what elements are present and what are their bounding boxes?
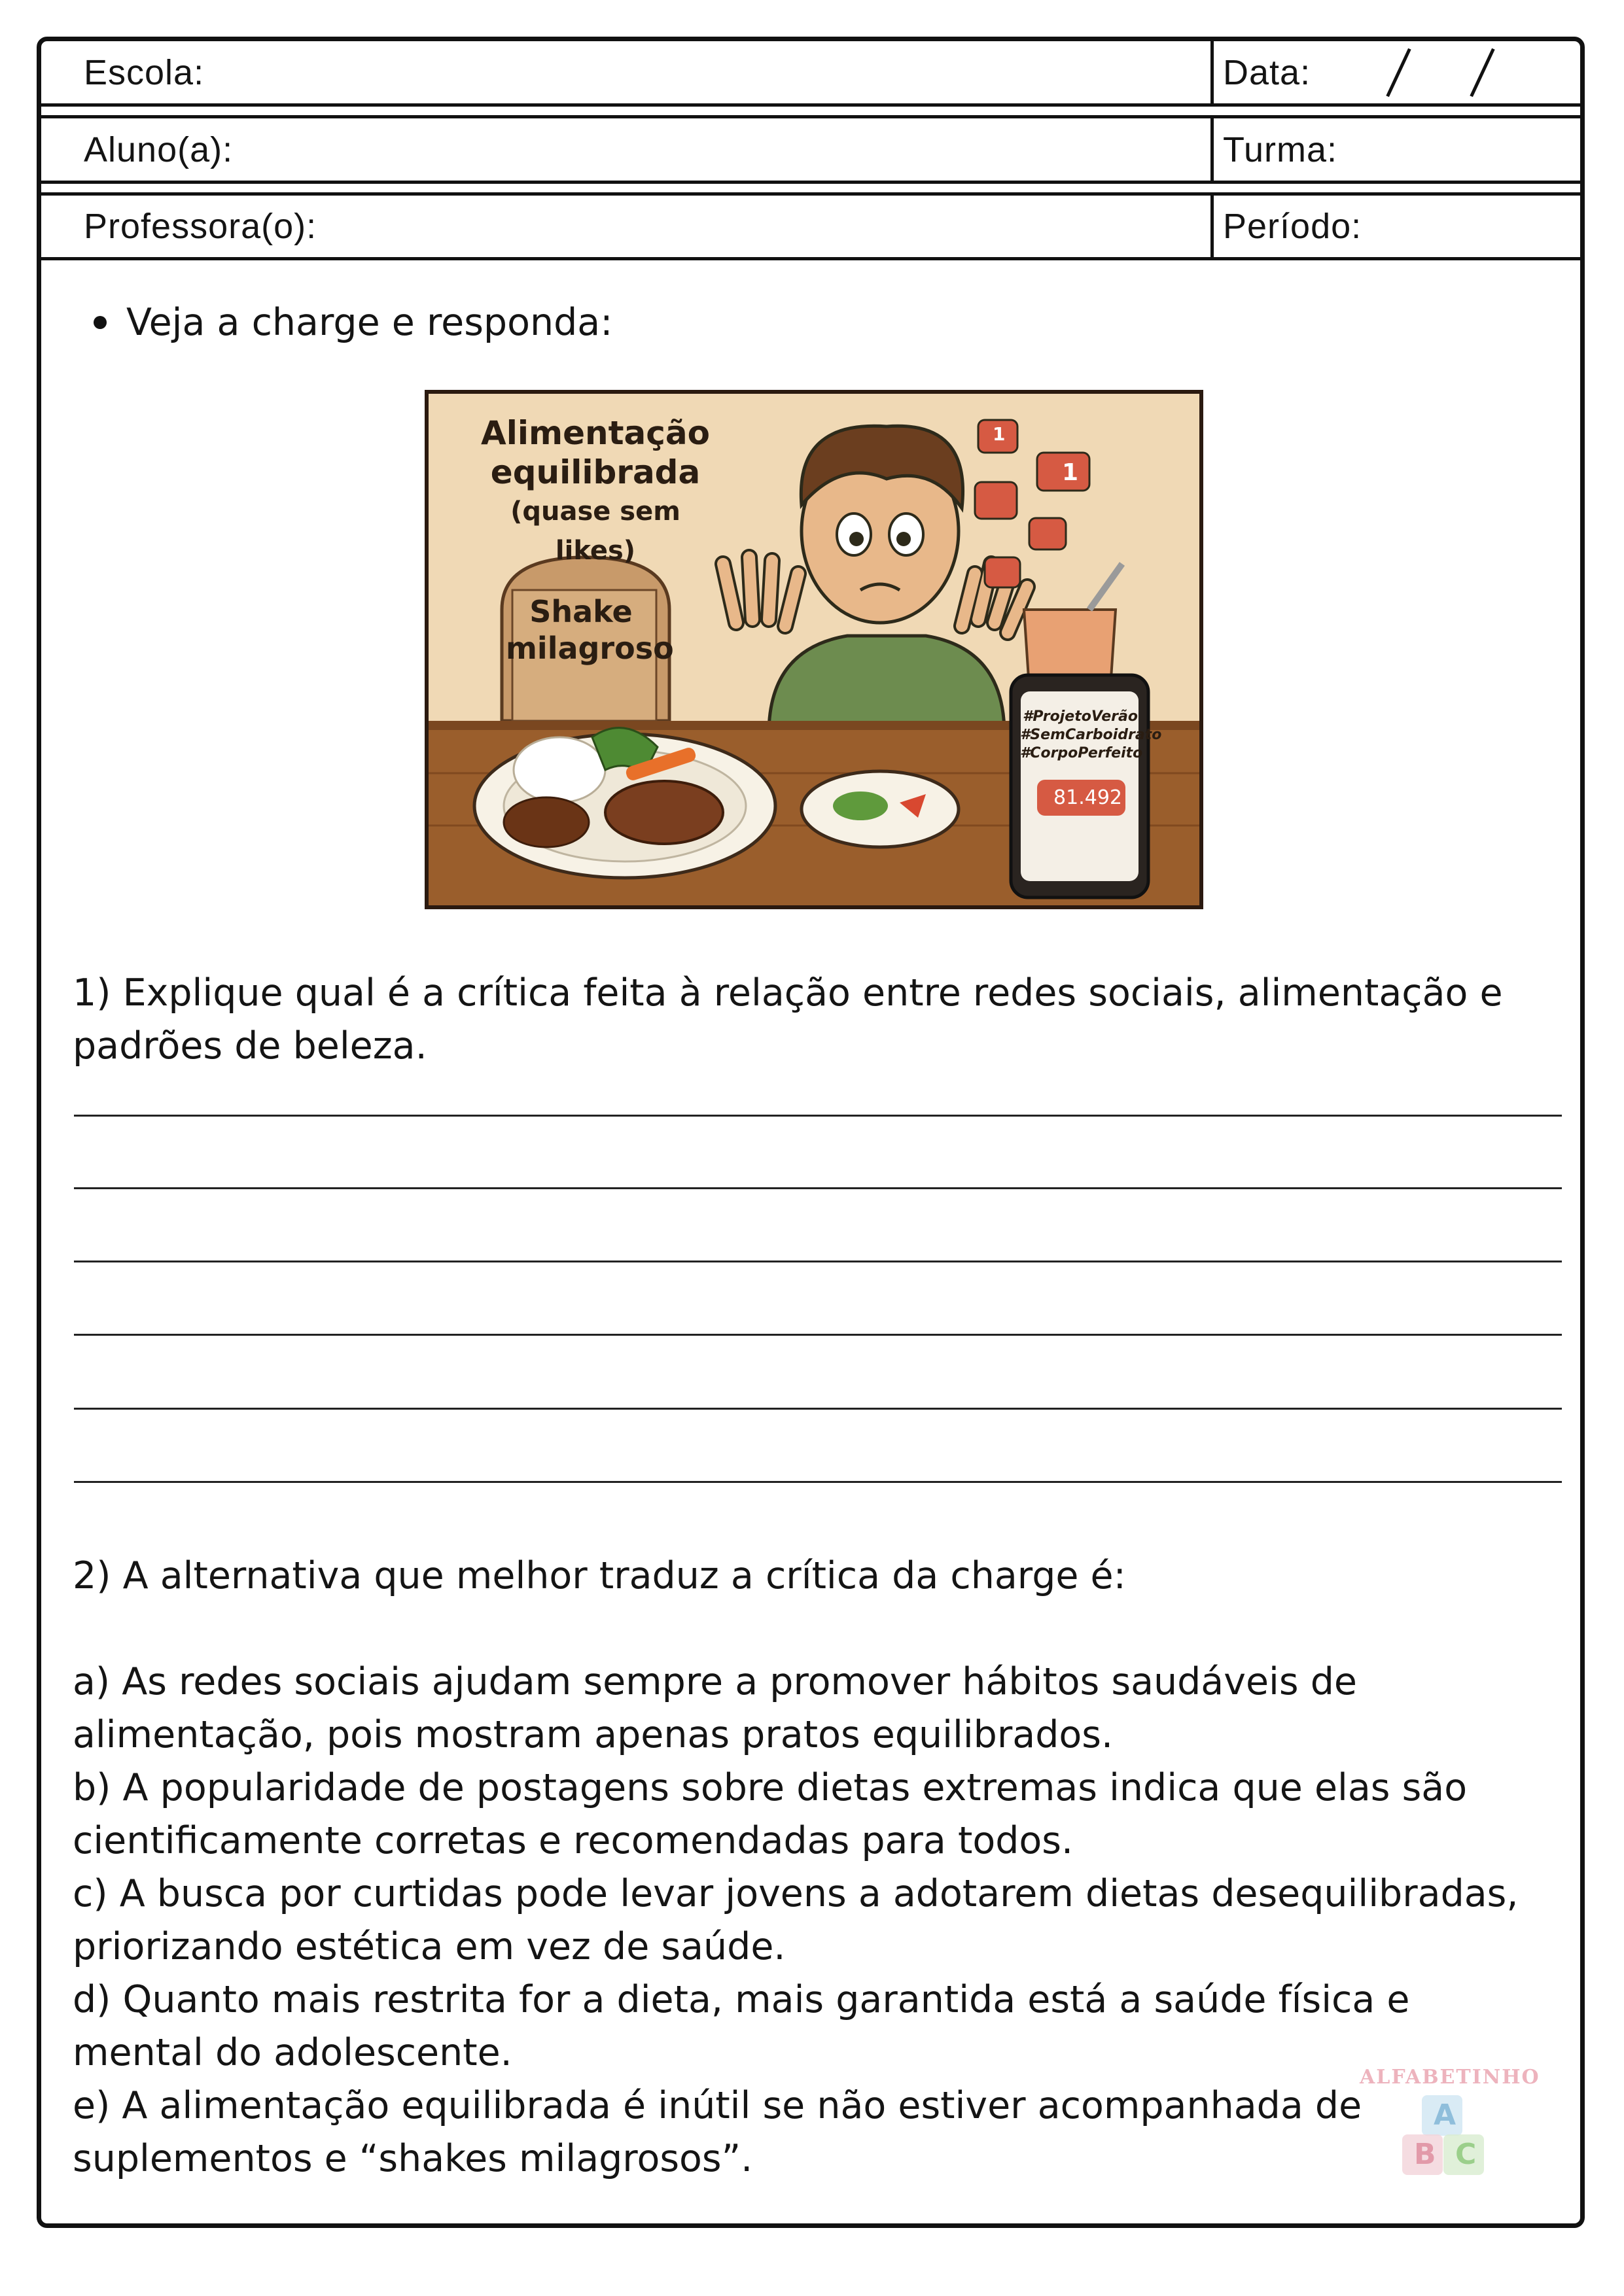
cartoon-title-line3: (quase sem likes) bbox=[510, 496, 680, 566]
header-divider bbox=[41, 103, 1580, 107]
header-divider bbox=[41, 181, 1580, 184]
phone-hashtag: #SemCarboidrato bbox=[1020, 727, 1162, 743]
header-column-divider bbox=[1210, 41, 1214, 103]
logo-brand-text: ALFABETINHO bbox=[1360, 2066, 1540, 2089]
alfabetinho-logo bbox=[1347, 2059, 1540, 2190]
answer-line[interactable] bbox=[74, 1115, 1562, 1117]
answer-line[interactable] bbox=[74, 1481, 1562, 1483]
option-c[interactable]: c) A busca por curtidas pode levar jovens a adotarem dietas desequilibradas, priorizando estética em vez de saúde. bbox=[73, 1872, 1519, 1968]
question-2-text: 2) A alternativa que melhor traduz a crítica da charge é: bbox=[73, 1554, 1126, 1597]
date-label: Data: bbox=[1223, 52, 1311, 92]
period-label: Período: bbox=[1223, 207, 1362, 246]
option-b[interactable]: b) A popularidade de postagens sobre dietas extremas indica que elas são cientificamente corretas e recomendadas para todos. bbox=[73, 1766, 1468, 1862]
notification-count: 1 bbox=[1062, 459, 1079, 486]
option-a[interactable]: a) As redes sociais ajudam sempre a promover hábitos saudáveis de alimentação, pois mostram apenas pratos equilibrados. bbox=[73, 1660, 1357, 1756]
logo-block-letter: A bbox=[1434, 2098, 1456, 2132]
date-separator-2 bbox=[1470, 48, 1494, 97]
class-label: Turma: bbox=[1223, 130, 1338, 169]
phone-hashtag: #CorpoPerfeito bbox=[1020, 745, 1143, 761]
header-column-divider bbox=[1210, 118, 1214, 181]
header-row-school bbox=[41, 41, 1580, 103]
answer-line[interactable] bbox=[74, 1187, 1562, 1189]
answer-line[interactable] bbox=[74, 1261, 1562, 1262]
student-label: Aluno(a): bbox=[84, 130, 234, 169]
worksheet-frame bbox=[37, 37, 1585, 2228]
answer-line[interactable] bbox=[74, 1334, 1562, 1336]
option-e[interactable]: e) A alimentação equilibrada é inútil se não estiver acompanhada de suplementos e “shakes milagrosos”. bbox=[73, 2084, 1362, 2180]
header-column-divider bbox=[1210, 196, 1214, 257]
phone-hashtag: #ProjetoVerão bbox=[1023, 708, 1138, 725]
bullet-icon bbox=[94, 316, 107, 329]
header-divider bbox=[41, 257, 1580, 260]
shake-label-line2: milagroso bbox=[506, 631, 674, 666]
answer-line[interactable] bbox=[74, 1408, 1562, 1410]
cartoon-image bbox=[425, 390, 1203, 909]
header-row-teacher bbox=[41, 196, 1580, 257]
option-d[interactable]: d) Quanto mais restrita for a dieta, mais garantida está a saúde física e mental do adolescente. bbox=[73, 1978, 1410, 2074]
cartoon-title-line2: equilibrada bbox=[490, 453, 701, 491]
instruction-text: Veja a charge e responda: bbox=[126, 301, 613, 344]
cartoon-title-line1: Alimentação bbox=[481, 414, 710, 452]
header-row-student bbox=[41, 118, 1580, 181]
shake-label-line1: Shake bbox=[529, 594, 633, 629]
phone-likes-count: 81.492 bbox=[1053, 786, 1122, 809]
question-2-options bbox=[73, 1656, 1549, 2185]
logo-block-letter: C bbox=[1455, 2138, 1477, 2171]
teacher-label: Professora(o): bbox=[84, 207, 317, 246]
notification-count: 1 bbox=[993, 423, 1006, 445]
logo-block-letter: B bbox=[1414, 2138, 1436, 2171]
date-separator-1 bbox=[1386, 48, 1411, 97]
school-label: Escola: bbox=[84, 52, 205, 92]
question-1-text: 1) Explique qual é a crítica feita à relação entre redes sociais, alimentação e padrões de beleza. bbox=[73, 971, 1503, 1068]
